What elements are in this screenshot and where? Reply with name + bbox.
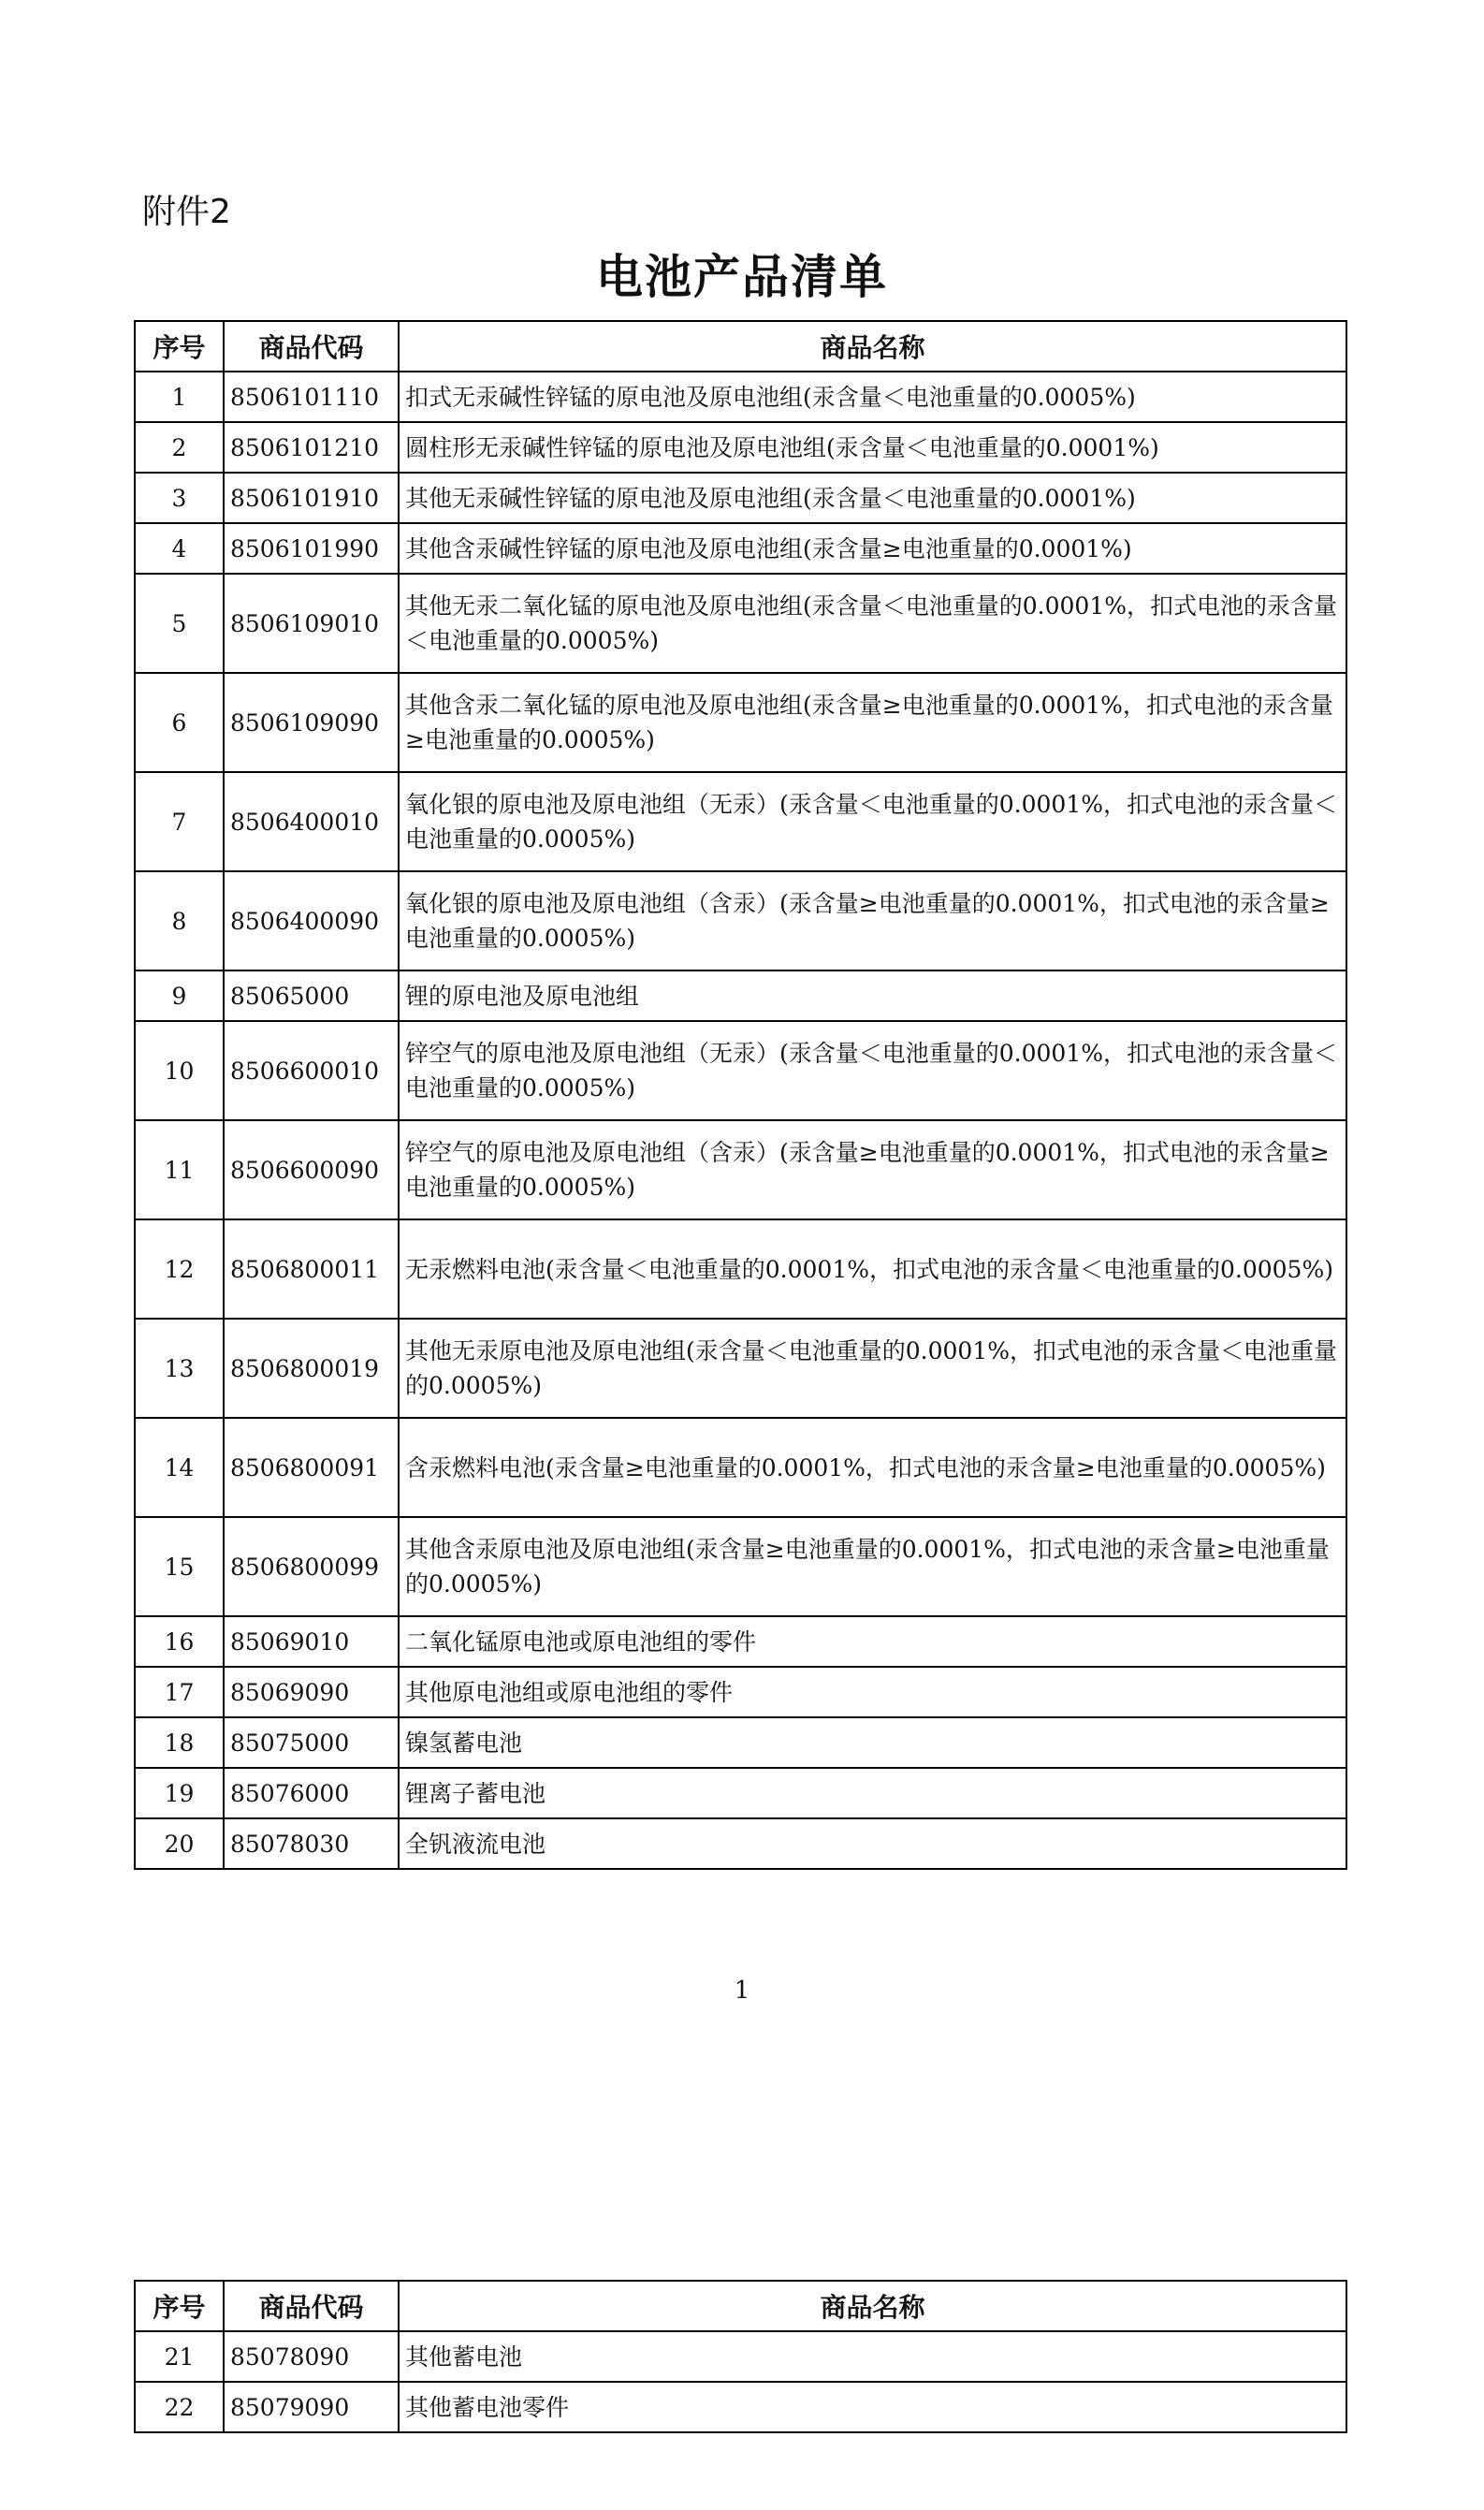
product-table-continued (134, 2280, 1347, 2433)
row-code: 8506600010 (224, 1021, 399, 1120)
table-row (135, 1021, 1346, 1120)
row-index: 20 (135, 1818, 224, 1869)
row-name: 其他无汞二氧化锰的原电池及原电池组(汞含量＜电池重量的0.0001%，扣式电池的汞含量＜电池重量的0.0005%) (399, 574, 1346, 673)
table-row (135, 2382, 1346, 2432)
row-index: 10 (135, 1021, 224, 1120)
table-row (135, 473, 1346, 523)
row-index: 5 (135, 574, 224, 673)
row-code: 8506800019 (224, 1319, 399, 1418)
row-name: 含汞燃料电池(汞含量≥电池重量的0.0001%，扣式电池的汞含量≥电池重量的0.0005%) (399, 1418, 1346, 1517)
row-code: 85079090 (224, 2382, 399, 2432)
row-index: 6 (135, 673, 224, 772)
row-name: 镍氢蓄电池 (399, 1717, 1346, 1768)
header-name: 商品名称 (399, 2281, 1346, 2331)
row-code: 85065000 (224, 970, 399, 1021)
row-name: 其他无汞原电池及原电池组(汞含量＜电池重量的0.0001%，扣式电池的汞含量＜电池重量的0.0005%) (399, 1319, 1346, 1418)
row-name: 锂离子蓄电池 (399, 1768, 1346, 1818)
row-code: 85078030 (224, 1818, 399, 1869)
row-name: 其他蓄电池 (399, 2331, 1346, 2382)
table-row (135, 1717, 1346, 1768)
row-name: 其他原电池组或原电池组的零件 (399, 1667, 1346, 1717)
table-row (135, 422, 1346, 473)
header-index: 序号 (135, 321, 224, 372)
row-name: 扣式无汞碱性锌锰的原电池及原电池组(汞含量＜电池重量的0.0005%) (399, 372, 1346, 422)
row-name: 锂的原电池及原电池组 (399, 970, 1346, 1021)
row-name: 其他含汞原电池及原电池组(汞含量≥电池重量的0.0001%，扣式电池的汞含量≥电池重量的0.0005%) (399, 1517, 1346, 1616)
row-code: 85076000 (224, 1768, 399, 1818)
row-index: 4 (135, 523, 224, 574)
row-index: 12 (135, 1219, 224, 1319)
row-code: 8506400010 (224, 772, 399, 871)
row-index: 8 (135, 871, 224, 970)
table-row (135, 871, 1346, 970)
row-index: 21 (135, 2331, 224, 2382)
row-code: 8506101910 (224, 473, 399, 523)
header-code: 商品代码 (224, 2281, 399, 2331)
row-index: 16 (135, 1616, 224, 1667)
page-number: 1 (734, 1977, 750, 2005)
table-row (135, 673, 1346, 772)
row-name: 无汞燃料电池(汞含量＜电池重量的0.0001%，扣式电池的汞含量＜电池重量的0.0005%) (399, 1219, 1346, 1319)
row-code: 8506101110 (224, 372, 399, 422)
row-code: 8506800091 (224, 1418, 399, 1517)
row-code: 8506800011 (224, 1219, 399, 1319)
row-code: 8506800099 (224, 1517, 399, 1616)
header-code: 商品代码 (224, 321, 399, 372)
row-index: 15 (135, 1517, 224, 1616)
table-row (135, 1616, 1346, 1667)
row-index: 9 (135, 970, 224, 1021)
table-row (135, 1319, 1346, 1418)
product-table (134, 320, 1347, 1870)
row-index: 11 (135, 1120, 224, 1219)
row-index: 2 (135, 422, 224, 473)
row-code: 8506109090 (224, 673, 399, 772)
row-name: 二氧化锰原电池或原电池组的零件 (399, 1616, 1346, 1667)
row-index: 18 (135, 1717, 224, 1768)
row-name: 氧化银的原电池及原电池组（含汞）(汞含量≥电池重量的0.0001%，扣式电池的汞含量≥电池重量的0.0005%) (399, 871, 1346, 970)
row-code: 8506109010 (224, 574, 399, 673)
table-row (135, 574, 1346, 673)
row-index: 13 (135, 1319, 224, 1418)
row-index: 17 (135, 1667, 224, 1717)
row-index: 7 (135, 772, 224, 871)
row-code: 8506400090 (224, 871, 399, 970)
table-row (135, 772, 1346, 871)
table-row (135, 1768, 1346, 1818)
row-index: 14 (135, 1418, 224, 1517)
row-name: 锌空气的原电池及原电池组（含汞）(汞含量≥电池重量的0.0001%，扣式电池的汞含量≥电池重量的0.0005%) (399, 1120, 1346, 1219)
row-name: 氧化银的原电池及原电池组（无汞）(汞含量＜电池重量的0.0001%，扣式电池的汞含量＜电池重量的0.0005%) (399, 772, 1346, 871)
row-code: 8506101210 (224, 422, 399, 473)
row-index: 19 (135, 1768, 224, 1818)
row-index: 1 (135, 372, 224, 422)
row-name: 圆柱形无汞碱性锌锰的原电池及原电池组(汞含量＜电池重量的0.0001%) (399, 422, 1346, 473)
row-index: 3 (135, 473, 224, 523)
table-row (135, 970, 1346, 1021)
table-row (135, 372, 1346, 422)
table-row (135, 523, 1346, 574)
header-name: 商品名称 (399, 321, 1346, 372)
row-name: 锌空气的原电池及原电池组（无汞）(汞含量＜电池重量的0.0001%，扣式电池的汞含量＜电池重量的0.0005%) (399, 1021, 1346, 1120)
row-code: 85078090 (224, 2331, 399, 2382)
table-row (135, 1219, 1346, 1319)
row-index: 22 (135, 2382, 224, 2432)
row-code: 85069090 (224, 1667, 399, 1717)
row-name: 其他含汞碱性锌锰的原电池及原电池组(汞含量≥电池重量的0.0001%) (399, 523, 1346, 574)
page-title: 电池产品清单 (596, 250, 888, 304)
table-row (135, 1120, 1346, 1219)
table-row (135, 1818, 1346, 1869)
row-name: 其他蓄电池零件 (399, 2382, 1346, 2432)
row-code: 8506600090 (224, 1120, 399, 1219)
table-row (135, 1667, 1346, 1717)
row-name: 其他无汞碱性锌锰的原电池及原电池组(汞含量＜电池重量的0.0001%) (399, 473, 1346, 523)
table-row (135, 2331, 1346, 2382)
row-name: 全钒液流电池 (399, 1818, 1346, 1869)
row-name: 其他含汞二氧化锰的原电池及原电池组(汞含量≥电池重量的0.0001%，扣式电池的汞含量≥电池重量的0.0005%) (399, 673, 1346, 772)
header-index: 序号 (135, 2281, 224, 2331)
row-code: 8506101990 (224, 523, 399, 574)
table-row (135, 1418, 1346, 1517)
attachment-label: 附件2 (142, 193, 231, 231)
table-row (135, 1517, 1346, 1616)
row-code: 85075000 (224, 1717, 399, 1768)
row-code: 85069010 (224, 1616, 399, 1667)
